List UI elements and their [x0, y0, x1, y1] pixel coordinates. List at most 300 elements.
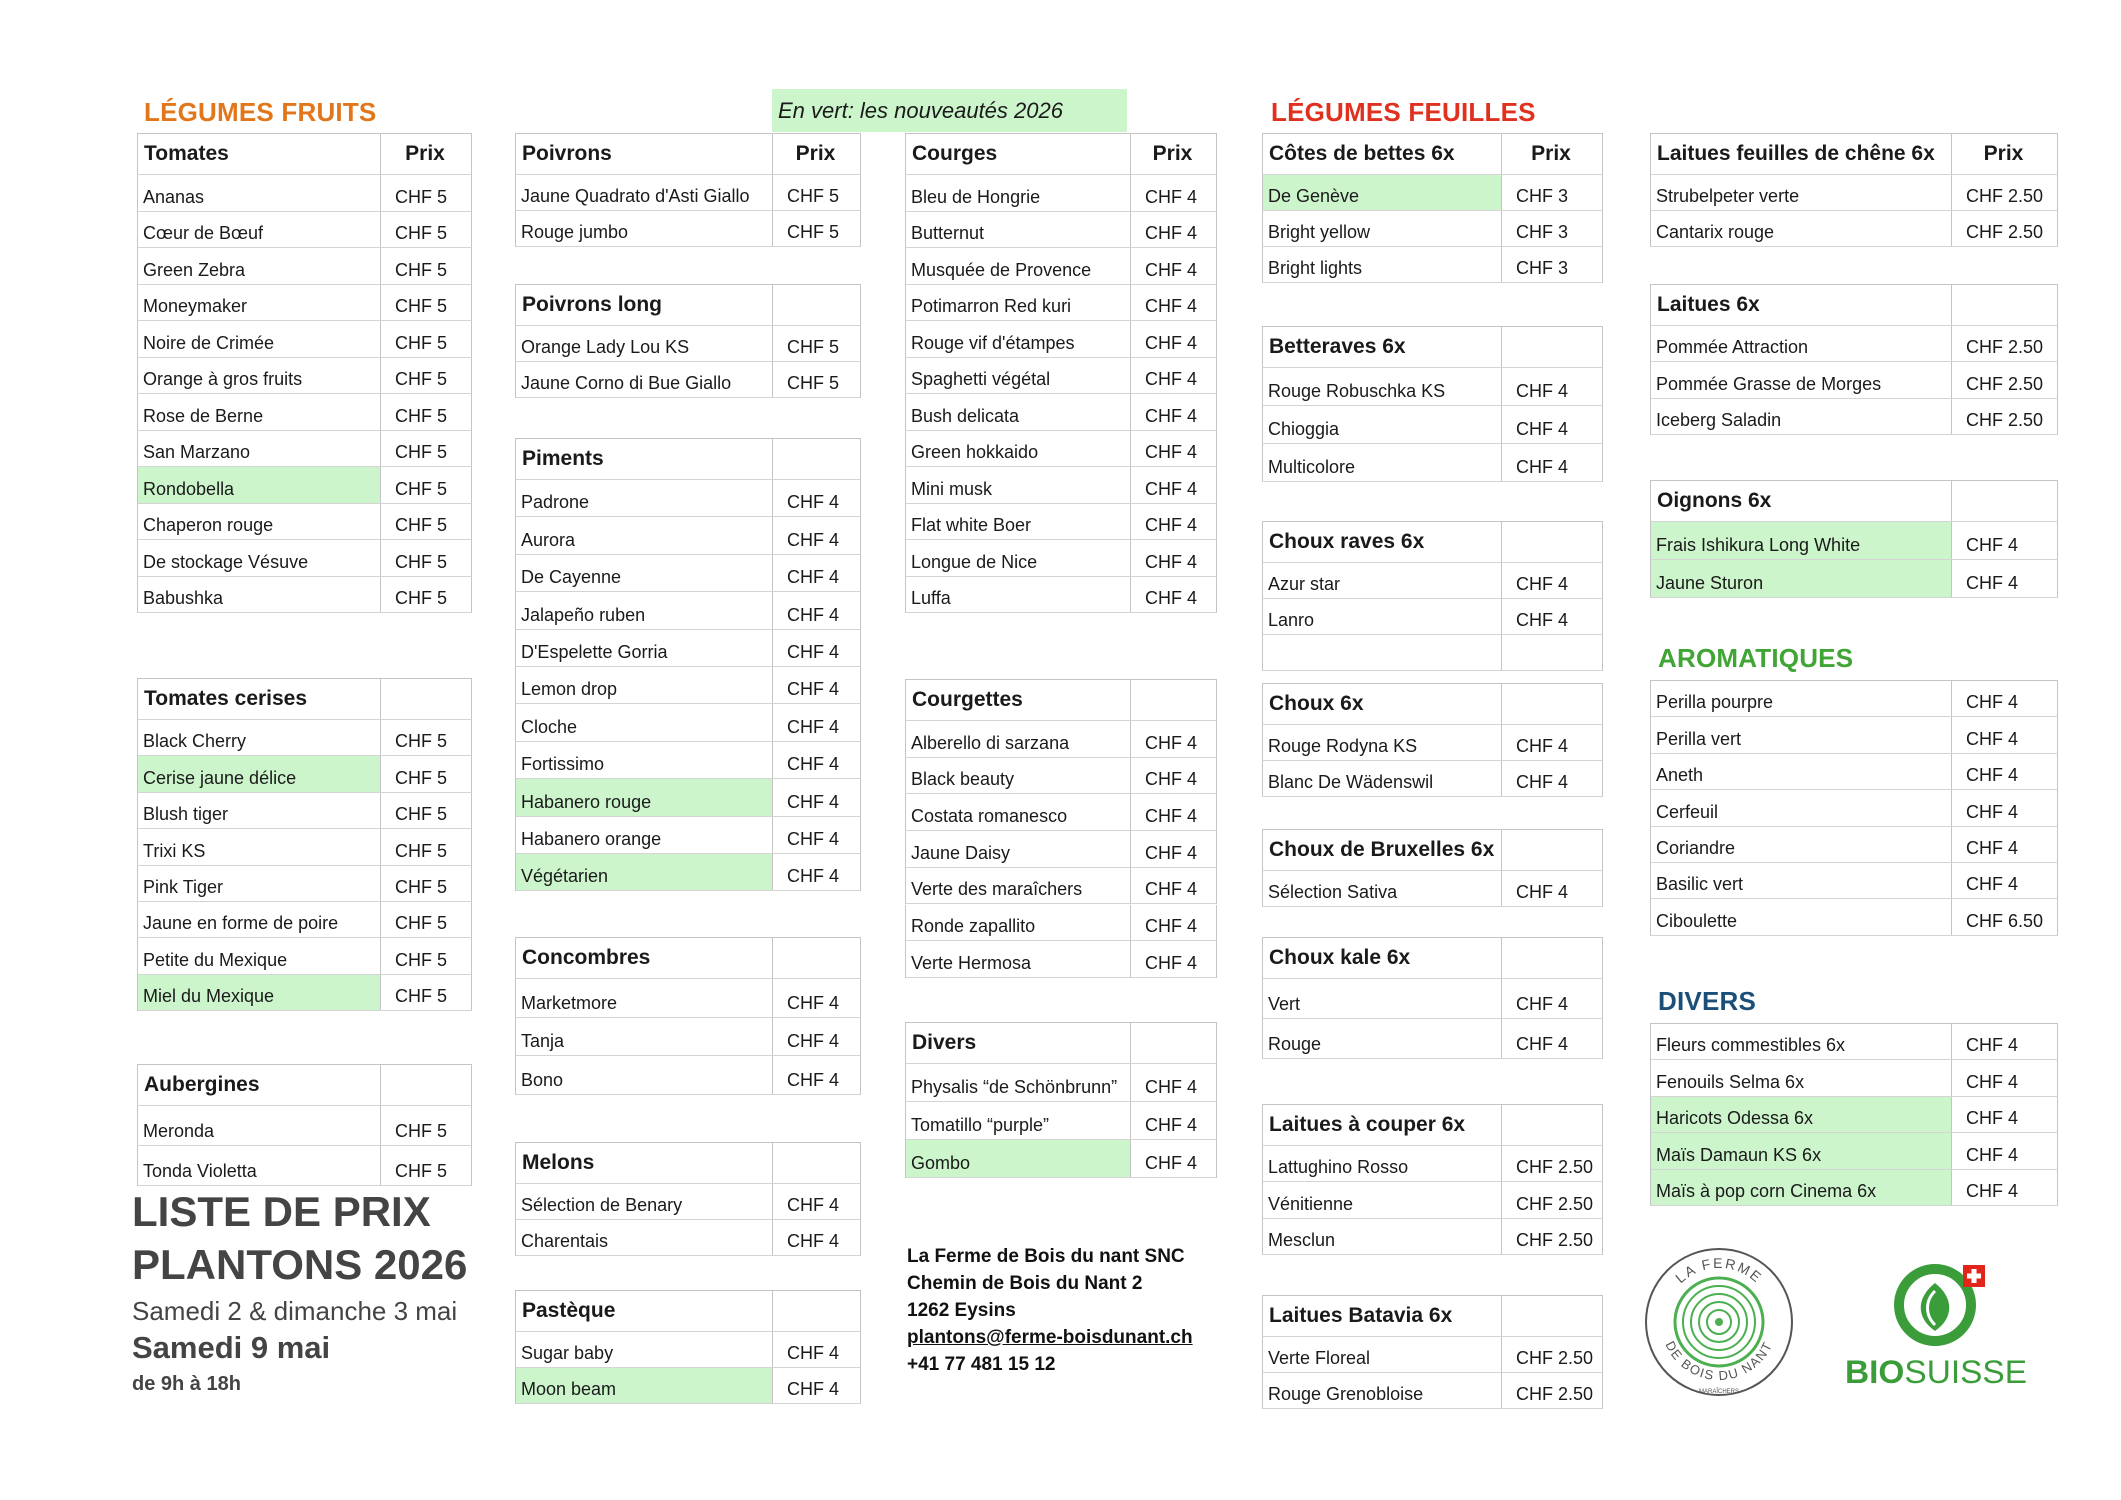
variety-name: Haricots Odessa 6x — [1651, 1097, 1952, 1132]
variety-name: Trixi KS — [138, 829, 381, 864]
variety-name: Green hokkaido — [906, 431, 1131, 467]
table-row — [905, 212, 1217, 249]
table-row — [1650, 827, 2058, 863]
table-title: Oignons 6x — [1651, 481, 1952, 521]
variety-price: CHF 4 — [1145, 916, 1198, 937]
variety-price: CHF 4 — [787, 604, 840, 625]
variety-price: CHF 4 — [787, 567, 840, 588]
variety-name: Habanero rouge — [516, 779, 773, 815]
table-row — [515, 704, 861, 741]
table-row — [1262, 979, 1603, 1019]
table-row — [1650, 681, 2058, 717]
variety-name: Rose de Berne — [138, 394, 381, 430]
variety-price: CHF 4 — [1966, 1144, 2019, 1165]
variety-price: CHF 4 — [1145, 588, 1198, 608]
svg-text:BIOSUISSE: BIOSUISSE — [1845, 1354, 2022, 1390]
table-title: Laitues 6x — [1651, 285, 1952, 325]
variety-price: CHF 4 — [1966, 535, 2019, 555]
table-row — [1262, 563, 1603, 599]
variety-name: Aneth — [1651, 754, 1952, 789]
variety-name: Moneymaker — [138, 285, 381, 321]
table-title: Laitues Batavia 6x — [1263, 1296, 1502, 1336]
table-row — [905, 358, 1217, 395]
variety-price: CHF 4 — [1145, 551, 1198, 572]
variety-price: CHF 4 — [1516, 1034, 1569, 1054]
table-row — [1262, 635, 1603, 671]
price-column-header — [1129, 680, 1216, 720]
svg-text:LA FERME: LA FERME — [1672, 1254, 1766, 1287]
table-cotes-bettes — [1262, 133, 1603, 283]
title-line-1: LISTE DE PRIX — [132, 1188, 431, 1235]
price-column-header: Prix — [1531, 142, 1571, 165]
variety-price: CHF 5 — [395, 804, 448, 825]
table-header — [905, 679, 1217, 721]
variety-price: CHF 5 — [395, 767, 448, 788]
table-aubergines — [137, 1064, 472, 1186]
variety-price: CHF 4 — [1966, 1071, 2019, 1092]
variety-price: CHF 4 — [787, 1231, 840, 1251]
table-row — [515, 979, 861, 1018]
table-row — [1650, 863, 2058, 899]
variety-name: Rouge Grenobloise — [1263, 1373, 1502, 1408]
variety-name: Aurora — [516, 517, 773, 553]
table-row — [137, 975, 472, 1011]
price-column-header — [771, 1143, 860, 1183]
variety-name: Multicolore — [1263, 444, 1502, 481]
table-header — [1262, 1295, 1603, 1337]
table-row — [1262, 175, 1603, 211]
variety-name: D'Espelette Gorria — [516, 630, 773, 666]
variety-name: Petite du Mexique — [138, 938, 381, 973]
variety-name: Cœur de Bœuf — [138, 212, 381, 248]
variety-name: Cerfeuil — [1651, 790, 1952, 825]
price-column-header — [1500, 1105, 1602, 1145]
table-row — [515, 667, 861, 704]
variety-price: CHF 4 — [1966, 1035, 2019, 1056]
variety-price: CHF 5 — [787, 222, 840, 242]
variety-price: CHF 4 — [787, 492, 840, 513]
heading-divers: DIVERS — [1658, 986, 1757, 1016]
variety-name: Bright lights — [1263, 247, 1502, 282]
variety-price: CHF 4 — [787, 1031, 840, 1052]
variety-name: Maïs à pop corn Cinema 6x — [1651, 1170, 1952, 1205]
table-laitues-batavia — [1262, 1295, 1603, 1409]
table-row — [1650, 1024, 2058, 1060]
table-row — [515, 854, 861, 891]
variety-price: CHF 4 — [1516, 381, 1569, 401]
price-column-header — [1500, 684, 1602, 724]
table-title: Poivrons — [516, 134, 773, 174]
table-header — [515, 1290, 861, 1332]
variety-name: Orange à gros fruits — [138, 358, 381, 394]
table-row — [515, 1018, 861, 1057]
variety-name — [1263, 635, 1502, 670]
biosuisse-logo — [1845, 1255, 2027, 1395]
table-header — [1262, 683, 1603, 725]
table-row — [137, 540, 472, 577]
variety-name: Sélection Sativa — [1263, 871, 1502, 906]
farm-email-link[interactable]: plantons@ferme-boisdunant.ch — [907, 1327, 1193, 1348]
table-row — [137, 212, 472, 249]
svg-text:DE BOIS DU NANT: DE BOIS DU NANT — [1662, 1338, 1776, 1384]
variety-price: CHF 4 — [1966, 765, 2019, 786]
variety-name: Rouge Rodyna KS — [1263, 725, 1502, 760]
table-row — [1262, 1219, 1603, 1255]
variety-price: CHF 5 — [787, 373, 840, 393]
variety-name: Rouge — [1263, 1019, 1502, 1058]
farm-phone: +41 77 481 15 12 — [907, 1354, 1056, 1375]
table-courgettes — [905, 679, 1217, 978]
variety-price: CHF 4 — [1145, 769, 1198, 790]
price-column-header — [1129, 1023, 1216, 1063]
variety-name: Sugar baby — [516, 1332, 773, 1367]
variety-name: Musquée de Provence — [906, 248, 1131, 284]
table-row — [137, 175, 472, 212]
table-laitues-chene — [1650, 133, 2058, 247]
variety-name: San Marzano — [138, 431, 381, 467]
table-choux-bruxelles — [1262, 829, 1603, 907]
variety-name: Physalis “de Schönbrunn” — [906, 1064, 1131, 1101]
table-title: Tomates cerises — [138, 679, 381, 719]
variety-price: CHF 2.50 — [1966, 373, 2044, 394]
price-column-header — [771, 1291, 860, 1331]
variety-name: Fleurs commestibles 6x — [1651, 1024, 1952, 1059]
table-row — [137, 504, 472, 541]
table-row — [905, 794, 1217, 831]
table-header — [515, 133, 861, 175]
table-title: Courges — [906, 134, 1131, 174]
table-row — [1262, 1146, 1603, 1182]
variety-name: Jaune Corno di Bue Giallo — [516, 362, 773, 397]
table-row — [1262, 871, 1603, 907]
table-row — [1262, 1337, 1603, 1373]
price-column-header — [1500, 830, 1602, 870]
variety-name: Green Zebra — [138, 248, 381, 284]
variety-price: CHF 4 — [1145, 296, 1198, 316]
table-row — [905, 394, 1217, 431]
variety-name: Verte Hermosa — [906, 941, 1131, 977]
variety-name: Verte Floreal — [1263, 1337, 1502, 1372]
table-header — [905, 1022, 1217, 1064]
table-row — [137, 467, 472, 504]
variety-name: Luffa — [906, 577, 1131, 613]
variety-name: Flat white Boer — [906, 504, 1131, 540]
variety-name: Padrone — [516, 480, 773, 516]
variety-price: CHF 4 — [787, 679, 840, 700]
variety-name: Costata romanesco — [906, 794, 1131, 830]
table-row — [905, 1064, 1217, 1102]
table-row — [1650, 175, 2058, 211]
table-tomates — [137, 133, 472, 613]
price-column-header — [1500, 522, 1602, 562]
variety-price: CHF 4 — [1966, 801, 2019, 822]
table-laitues-couper — [1262, 1104, 1603, 1255]
table-row — [905, 285, 1217, 322]
variety-price: CHF 4 — [1516, 772, 1569, 792]
variety-name: Bono — [516, 1056, 773, 1094]
table-courges — [905, 133, 1217, 613]
table-row — [1650, 362, 2058, 398]
variety-name: Black Cherry — [138, 720, 381, 755]
table-row — [905, 868, 1217, 905]
table-melons — [515, 1142, 861, 1256]
variety-price: CHF 4 — [1966, 837, 2019, 858]
variety-name: Habanero orange — [516, 817, 773, 853]
variety-name: Basilic vert — [1651, 863, 1952, 898]
variety-name: De Genève — [1263, 175, 1502, 210]
variety-price: CHF 4 — [1145, 1077, 1198, 1097]
variety-price: CHF 5 — [395, 986, 448, 1007]
table-title: Choux 6x — [1263, 684, 1502, 724]
table-row — [1650, 326, 2058, 362]
variety-name: Meronda — [138, 1106, 381, 1145]
variety-price: CHF 4 — [1145, 879, 1198, 900]
table-row — [137, 793, 472, 829]
variety-price: CHF 4 — [1145, 405, 1198, 426]
variety-price: CHF 2.50 — [1516, 1193, 1594, 1214]
table-header — [905, 133, 1217, 175]
table-header — [515, 438, 861, 480]
table-row — [515, 326, 861, 362]
variety-name: Blanc De Wädenswil — [1263, 761, 1502, 796]
variety-price: CHF 4 — [787, 1195, 840, 1215]
table-header — [1262, 1104, 1603, 1146]
variety-price: CHF 4 — [1145, 259, 1198, 280]
event-date-1: Samedi 2 & dimanche 3 mai — [132, 1296, 458, 1326]
table-row — [905, 467, 1217, 504]
farm-address — [907, 1243, 1193, 1378]
table-row — [1262, 406, 1603, 444]
price-column-header — [1500, 938, 1602, 978]
table-row — [905, 721, 1217, 758]
table-row — [515, 742, 861, 779]
variety-name: Rouge Robuschka KS — [1263, 368, 1502, 405]
table-header — [1650, 480, 2058, 522]
table-row — [1650, 1133, 2058, 1169]
variety-name: Orange Lady Lou KS — [516, 326, 773, 361]
variety-price: CHF 2.50 — [1966, 222, 2044, 242]
variety-price: CHF 4 — [787, 1379, 840, 1399]
variety-name: Charentais — [516, 1220, 773, 1255]
price-column-header — [1500, 327, 1602, 367]
table-betteraves — [1262, 326, 1603, 482]
variety-price: CHF 5 — [395, 296, 448, 316]
variety-price: CHF 4 — [787, 791, 840, 812]
table-row — [1262, 761, 1603, 797]
variety-price: CHF 4 — [787, 754, 840, 775]
variety-name: Fortissimo — [516, 742, 773, 778]
table-title: Divers — [906, 1023, 1131, 1063]
variety-price: CHF 5 — [395, 1121, 448, 1141]
farm-logo — [1643, 1246, 1795, 1398]
variety-name: Miel du Mexique — [138, 975, 381, 1010]
table-row — [905, 831, 1217, 868]
table-tomates-cerises — [137, 678, 472, 1011]
table-row — [137, 866, 472, 902]
price-column-header — [771, 439, 860, 479]
table-choux-kale — [1262, 937, 1603, 1059]
price-column-header — [1950, 285, 2057, 325]
variety-name: Azur star — [1263, 563, 1502, 598]
variety-name: Vert — [1263, 979, 1502, 1018]
table-poivrons — [515, 133, 861, 247]
variety-name: Ciboulette — [1651, 899, 1952, 934]
variety-price: CHF 2.50 — [1966, 409, 2044, 430]
table-row — [1650, 717, 2058, 753]
table-row — [1650, 1097, 2058, 1133]
variety-price: CHF 5 — [787, 337, 840, 357]
variety-price: CHF 4 — [1516, 994, 1569, 1014]
variety-name: De Cayenne — [516, 555, 773, 591]
variety-name: Alberello di sarzana — [906, 721, 1131, 757]
variety-name: Black beauty — [906, 758, 1131, 794]
table-row — [905, 941, 1217, 978]
variety-name: Verte des maraîchers — [906, 868, 1131, 904]
table-row — [515, 630, 861, 667]
variety-name: Végétarien — [516, 854, 773, 890]
price-column-header — [1500, 1296, 1602, 1336]
variety-price: CHF 4 — [1145, 515, 1198, 535]
variety-price: CHF 4 — [1516, 610, 1569, 630]
variety-name: Chaperon rouge — [138, 504, 381, 540]
table-row — [137, 358, 472, 395]
variety-name: Coriandre — [1651, 827, 1952, 862]
variety-name: Gombo — [906, 1140, 1131, 1177]
variety-name: Tomatillo “purple” — [906, 1102, 1131, 1139]
variety-price: CHF 4 — [1145, 369, 1198, 389]
variety-price: CHF 4 — [1145, 952, 1198, 973]
table-laitues — [1650, 284, 2058, 435]
variety-price: CHF 4 — [1145, 732, 1198, 753]
table-row — [905, 758, 1217, 795]
table-row — [515, 817, 861, 854]
table-aromatiques — [1650, 680, 2058, 936]
table-row — [137, 248, 472, 285]
variety-price: CHF 4 — [1145, 332, 1198, 353]
variety-name: Noire de Crimée — [138, 321, 381, 357]
table-row — [515, 517, 861, 554]
variety-price: CHF 3 — [1516, 186, 1569, 206]
variety-name: Cloche — [516, 704, 773, 740]
variety-name: Cantarix rouge — [1651, 211, 1952, 246]
variety-name: Sélection de Benary — [516, 1184, 773, 1219]
farm-city: 1262 Eysins — [907, 1300, 1016, 1321]
variety-name: Lanro — [1263, 599, 1502, 634]
table-row — [515, 480, 861, 517]
variety-name: Moon beam — [516, 1368, 773, 1403]
table-row — [137, 829, 472, 865]
variety-name: Pommée Grasse de Morges — [1651, 362, 1952, 397]
table-row — [515, 211, 861, 247]
variety-name: Blush tiger — [138, 793, 381, 828]
variety-price: CHF 4 — [1516, 574, 1569, 594]
table-header — [1650, 133, 2058, 175]
table-row — [137, 756, 472, 792]
heading-legumes-feuilles: LÉGUMES FEUILLES — [1271, 97, 1536, 127]
table-row — [137, 285, 472, 322]
farm-name: La Ferme de Bois du nant SNC — [907, 1246, 1185, 1267]
table-title: Piments — [516, 439, 773, 479]
table-title: Betteraves 6x — [1263, 327, 1502, 367]
heading-legumes-fruits: LÉGUMES FRUITS — [144, 97, 377, 127]
variety-name: Tonda Violetta — [138, 1146, 381, 1185]
variety-name: Butternut — [906, 212, 1131, 248]
table-title: Aubergines — [138, 1065, 381, 1105]
variety-name: Pink Tiger — [138, 866, 381, 901]
variety-name: Fenouils Selma 6x — [1651, 1060, 1952, 1095]
variety-price: CHF 5 — [395, 223, 448, 243]
price-column-header — [771, 938, 860, 978]
variety-price: CHF 2.50 — [1516, 1348, 1594, 1368]
table-divers — [1650, 1023, 2058, 1206]
table-row — [1650, 211, 2058, 247]
variety-price: CHF 4 — [787, 1343, 840, 1363]
table-row — [905, 431, 1217, 468]
variety-price: CHF 5 — [395, 551, 448, 572]
table-row — [515, 1220, 861, 1256]
variety-price: CHF 5 — [395, 515, 448, 535]
table-divers-fruits — [905, 1022, 1217, 1178]
event-date-2: Samedi 9 mai — [132, 1330, 331, 1365]
variety-price: CHF 4 — [787, 641, 840, 662]
variety-price: CHF 5 — [395, 1161, 448, 1181]
variety-price: CHF 5 — [395, 442, 448, 462]
table-row — [905, 175, 1217, 212]
variety-name: Cerise jaune délice — [138, 756, 381, 791]
event-hours: de 9h à 18h — [132, 1373, 241, 1395]
variety-price: CHF 5 — [395, 332, 448, 353]
table-poivrons-long — [515, 284, 861, 398]
variety-price: CHF 5 — [395, 186, 448, 207]
variety-name: Vénitienne — [1263, 1182, 1502, 1217]
variety-price: CHF 4 — [787, 866, 840, 887]
table-row — [137, 1106, 472, 1146]
table-header — [1262, 521, 1603, 563]
variety-price: CHF 2.50 — [1966, 337, 2044, 358]
variety-price: CHF 4 — [1516, 882, 1569, 902]
variety-name: Bush delicata — [906, 394, 1131, 430]
table-row — [905, 504, 1217, 541]
table-row — [515, 1368, 861, 1404]
svg-text:MARAÎCHERS: MARAÎCHERS — [1698, 1389, 1740, 1395]
price-column-header: Prix — [1152, 142, 1193, 165]
table-pasteque — [515, 1290, 861, 1404]
variety-price: CHF 4 — [787, 529, 840, 550]
variety-name: Bright yellow — [1263, 211, 1502, 246]
table-header — [137, 678, 472, 720]
table-row — [515, 592, 861, 629]
table-row — [137, 321, 472, 358]
table-header — [1262, 829, 1603, 871]
table-row — [1262, 1019, 1603, 1059]
variety-name: Babushka — [138, 577, 381, 613]
table-title: Choux kale 6x — [1263, 938, 1502, 978]
table-row — [137, 431, 472, 468]
table-row — [1262, 211, 1603, 247]
table-row — [1650, 1060, 2058, 1096]
variety-price: CHF 4 — [1145, 1153, 1198, 1173]
variety-name: Ananas — [138, 175, 381, 211]
table-row — [137, 577, 472, 614]
table-row — [137, 902, 472, 938]
variety-name: Perilla pourpre — [1651, 681, 1952, 716]
variety-name: Iceberg Saladin — [1651, 399, 1952, 434]
variety-price: CHF 5 — [395, 588, 448, 608]
table-header — [1262, 133, 1603, 175]
variety-price: CHF 4 — [1966, 573, 2019, 593]
table-title: Melons — [516, 1143, 773, 1183]
table-row — [1262, 368, 1603, 406]
